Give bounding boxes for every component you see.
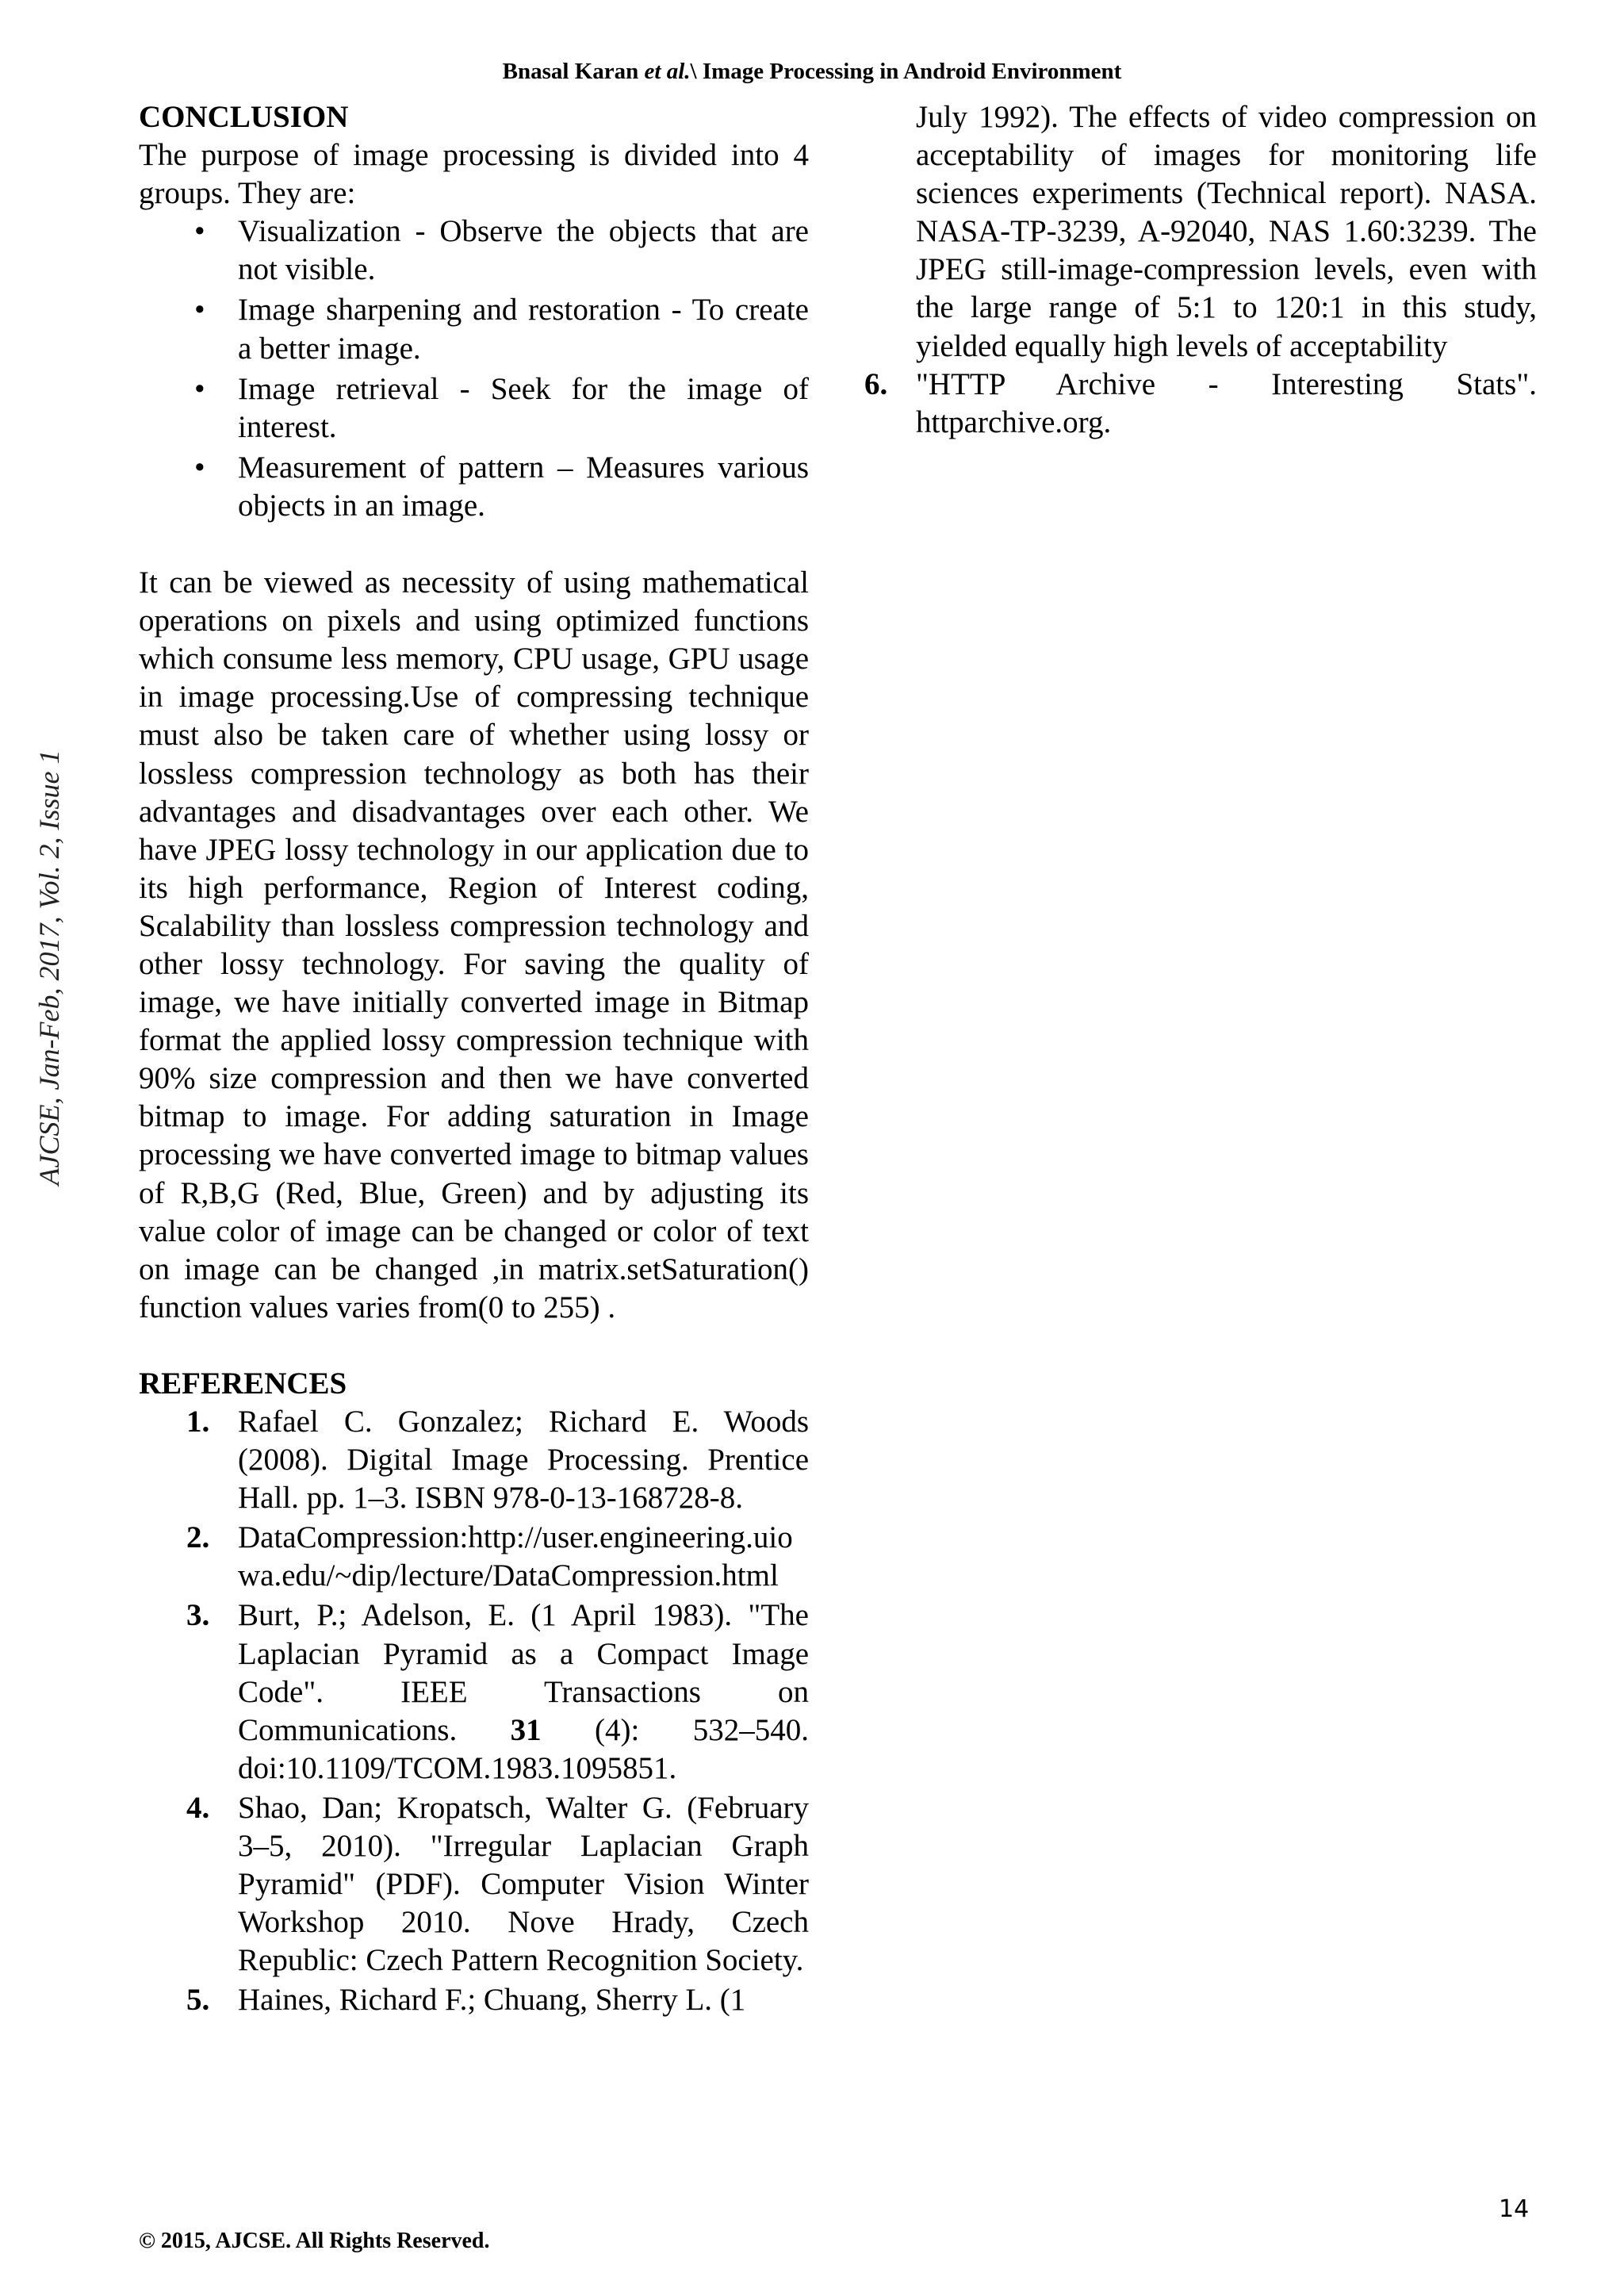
header-etal: et al. xyxy=(644,59,691,84)
page-number: 14 xyxy=(1499,2195,1530,2223)
conclusion-intro: The purpose of image processing is divided into 4 groups. They are: xyxy=(139,138,809,211)
reference-item xyxy=(186,1519,809,1595)
reference-item xyxy=(186,1981,809,2019)
reference-text: (4): 532–540. doi:10.1109/TCOM.1983.1095851. xyxy=(238,1712,809,1785)
reference-continued: July 1992). The effects of video compression on acceptability of images for monitoring life sciences experiments (Technical report). NASA. NASA-TP-3239, A-92040, NAS 1.60:3239. The JPEG still-image-compression levels, even with the large range of 5:1 to 120:1 in this study, yielded equally high levels of acceptability xyxy=(916,100,1537,363)
reference-text: Rafael C. Gonzalez; Richard E. Woods (2008). Digital Image Processing. Prentice Hall. pp. 1–3. ISBN 978-0-13-168728-8. xyxy=(238,1405,809,1516)
references-heading: REFERENCES xyxy=(139,1366,347,1401)
reference-text: Burt, P.; Adelson, E. (1 April 1983). "The Laplacian Pyramid as a Compact Image Code". IEEE Transactions on Communications. xyxy=(238,1598,809,1747)
conclusion-heading: CONCLUSION xyxy=(139,100,349,134)
running-header xyxy=(0,59,1624,85)
purpose-list-item: • Image retrieval - Seek for the image of interest. xyxy=(238,370,809,447)
copyright-footer: © 2015, AJCSE. All Rights Reserved. xyxy=(139,2229,490,2253)
reference-number: 1. xyxy=(186,1405,210,1439)
reference-item xyxy=(186,1789,809,1980)
conclusion-paragraph: It can be viewed as necessity of using mathematical operations on pixels and using optimized functions which consume less memory, CPU usage, GPU usage in image processing.Use of compressing technique must also be taken care of whether using lossy or lossless compression technology as both has their advantages and disadvantages over each other. We have JPEG lossy technology in our application due to its high performance, Region of Interest coding, Scalability than lossless compression technology and other lossy technology. For saving the quality of image, we have initially converted image in Bitmap format the applied lossy compression technique with 90% size compression and then we have converted bitmap to image. For adding saturation in Image processing we have converted image to bitmap values of R,B,G (Red, Blue, Green) and by adjusting its value color of image can be changed or color of text on image can be changed ,in matrix.setSaturation() function values varies from(0 to 255) . xyxy=(139,565,809,1324)
reference-number: 3. xyxy=(186,1598,210,1633)
journal-side-label: AJCSE, Jan-Feb, 2017, Vol. 2, Issue 1 xyxy=(33,749,65,1186)
reference-text: Shao, Dan; Kropatsch, Walter G. (February 3–5, 2010). "Irregular Laplacian Graph Pyramid" (PDF). Computer Vision Winter Workshop 2010. Nove Hrady, Czech Republic: Czech Pattern Recognition Society. xyxy=(238,1790,809,1978)
purpose-list-item: • Visualization - Observe the objects that are not visible. xyxy=(238,213,809,289)
reference-item xyxy=(186,1596,809,1787)
reference-volume: 31 xyxy=(510,1712,542,1747)
header-title: \ Image Processing in Android Environment xyxy=(690,59,1122,84)
reference-number: 4. xyxy=(186,1790,210,1825)
references-list xyxy=(139,1403,809,2020)
left-column xyxy=(139,98,809,2022)
reference-text: Haines, Richard F.; Chuang, Sherry L. (1 xyxy=(238,1983,746,2018)
reference-number: 6. xyxy=(864,366,888,401)
reference-item xyxy=(186,1403,809,1517)
purpose-list-item: • Image sharpening and restoration - To create a better image. xyxy=(238,291,809,367)
references-list-continued xyxy=(864,366,1537,442)
reference-number: 5. xyxy=(186,1983,210,2018)
right-column xyxy=(864,98,1537,443)
reference-text: "HTTP Archive - Interesting Stats". httparchive.org. xyxy=(916,366,1537,439)
purpose-list xyxy=(139,213,809,525)
reference-link[interactable]: DataCompression:http://user.engineering.uiowa.edu/~dip/lecture/DataCompression.html xyxy=(238,1520,793,1593)
reference-number: 2. xyxy=(186,1520,210,1555)
purpose-list-item: • Measurement of pattern – Measures various objects in an image. xyxy=(238,449,809,525)
reference-item xyxy=(864,366,1537,442)
header-authors: Bnasal Karan xyxy=(502,59,645,84)
